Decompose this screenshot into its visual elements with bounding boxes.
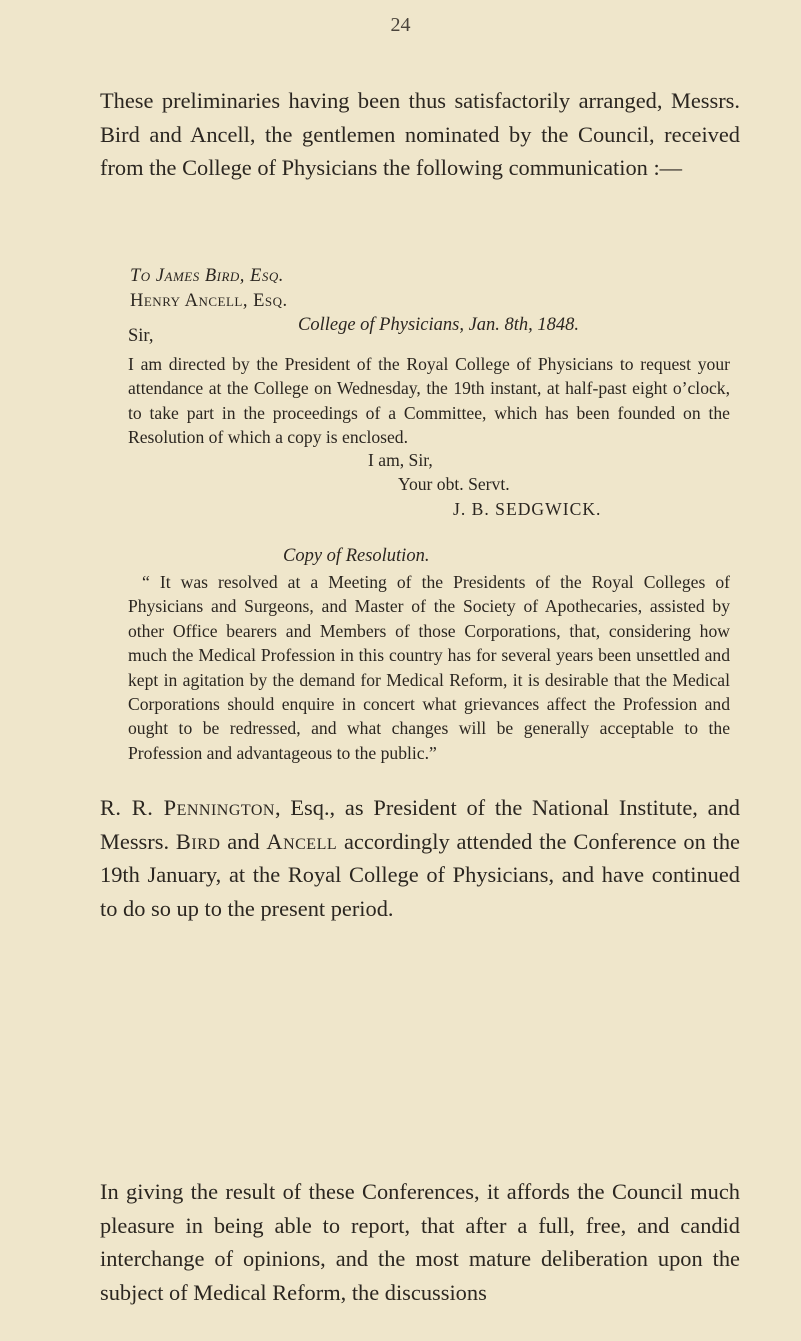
paragraph-2-text-3: accordingly attended the Conference on the 19th January, at the Royal College of Physicians, and have continued to do so up to the present period. xyxy=(100,828,740,921)
paragraph-2-text-2: and xyxy=(220,828,267,854)
name-bird: Bird xyxy=(175,828,221,854)
addressee-2: Henry Ancell, Esq. xyxy=(130,291,288,311)
intro-paragraph: These preliminaries having been thus satisfactorily arranged, Messrs. Bird and Ancell, the gentlemen nominated by the Council, received from the College of Physicians the following communication :— xyxy=(100,88,740,180)
letter-closing-2: Your obt. Servt. xyxy=(398,474,510,494)
letter-body: I am directed by the President of the Royal College of Physicians to request your attendance at the College on Wednesday, the 19th instant, at half-past eight o’clock, to take part in the proceedings of a Committee, which has been founded on the Resolution of which a copy is enclosed. xyxy=(128,354,730,448)
name-pennington: R. R. Pennington xyxy=(100,795,275,820)
letter-closing-1: I am, Sir, xyxy=(368,450,433,470)
letter-signature: J. B. SEDGWICK. xyxy=(453,499,602,519)
letter-salutation: Sir, xyxy=(128,326,154,346)
paragraph-2-text-1: , Esq., as President of the National Institute, and Messrs. xyxy=(100,795,740,854)
resolution-heading: Copy of Resolution. xyxy=(283,546,430,566)
addressee-1: To James Bird, Esq. xyxy=(130,266,284,286)
paragraph-3: In giving the result of these Conferences, it affords the Council much pleasure in being able to report, that after a full, free, and candid interchange of opinions, and the most mature deliberation upon the subject of Medical Reform, the discussions xyxy=(100,1179,740,1305)
name-ancell: Ancell xyxy=(266,828,338,854)
page-number: 24 xyxy=(390,14,411,36)
letter-dateline: College of Physicians, Jan. 8th, 1848. xyxy=(298,315,580,335)
paragraph-2 xyxy=(100,791,740,925)
resolution-text: “ It was resolved at a Meeting of the Presidents of the Royal Colleges of Physicians and Surgeons, and Master of the Society of Apothecaries, assisted by other Office bearers and Members of those Corporations, that, considering how much the Medical Profession in this country has for several years been unsettled and kept in agitation by the demand for Medical Reform, it is desirable that the Medical Corporations should enquire in concert what grievances affect the Profession and ought to be redressed, and what changes will be generally acceptable to the Profession and advantageous to the public.” xyxy=(128,572,730,763)
